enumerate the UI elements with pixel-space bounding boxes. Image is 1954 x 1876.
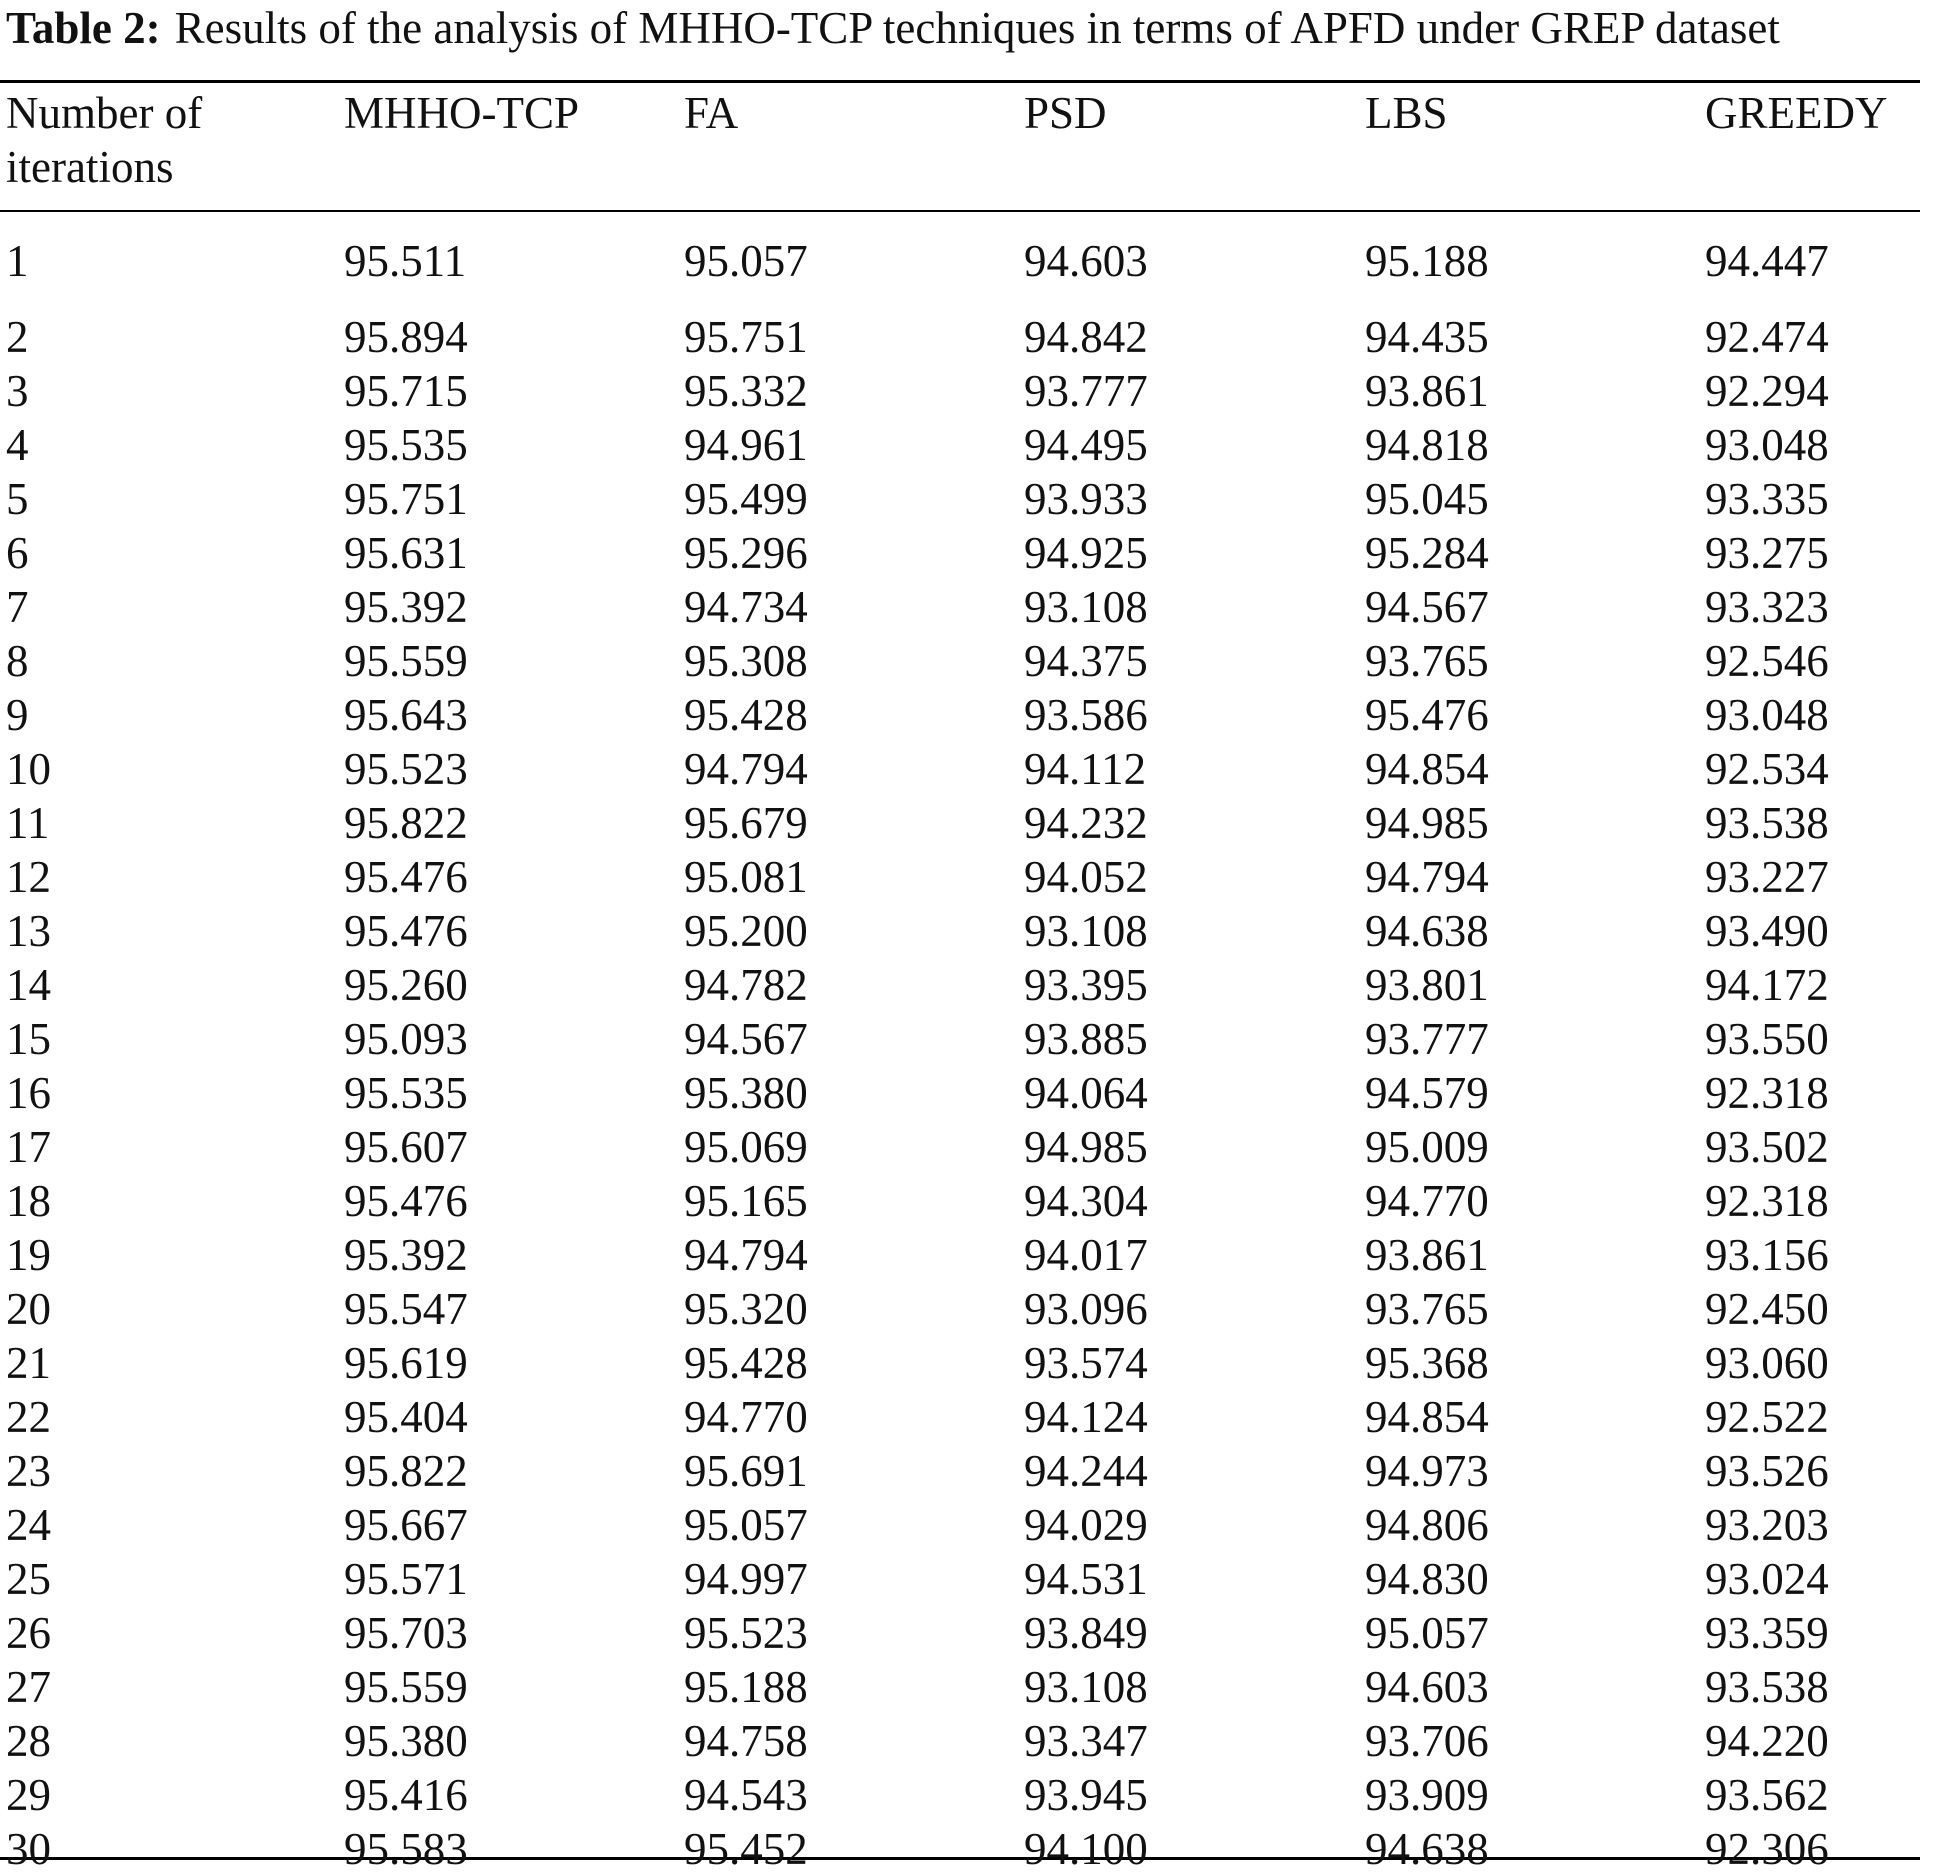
lbs-cell: 94.794 — [1365, 852, 1489, 902]
iteration-cell: 11 — [6, 798, 50, 848]
table-row — [0, 1282, 1954, 1336]
fa-cell: 95.308 — [684, 636, 808, 686]
greedy-cell: 93.502 — [1705, 1122, 1829, 1172]
greedy-cell: 93.490 — [1705, 906, 1829, 956]
psd-cell: 94.064 — [1024, 1068, 1148, 1118]
iteration-cell: 19 — [6, 1230, 51, 1280]
lbs-cell: 94.603 — [1365, 1662, 1489, 1712]
iteration-cell: 10 — [6, 744, 51, 794]
greedy-cell: 92.534 — [1705, 744, 1829, 794]
fa-cell: 95.452 — [684, 1824, 808, 1874]
greedy-cell: 93.323 — [1705, 582, 1829, 632]
fa-cell: 95.691 — [684, 1446, 808, 1496]
fa-cell: 95.296 — [684, 528, 808, 578]
greedy-cell: 92.546 — [1705, 636, 1829, 686]
table-row — [0, 1552, 1954, 1606]
mhho-tcp-cell: 95.476 — [344, 852, 468, 902]
fa-cell: 95.057 — [684, 236, 808, 286]
mhho-tcp-cell: 95.392 — [344, 1230, 468, 1280]
iteration-cell: 5 — [6, 474, 29, 524]
table-row — [0, 364, 1954, 418]
iteration-cell: 8 — [6, 636, 29, 686]
fa-cell: 95.188 — [684, 1662, 808, 1712]
greedy-cell: 93.538 — [1705, 1662, 1829, 1712]
psd-cell: 94.232 — [1024, 798, 1148, 848]
greedy-cell: 93.275 — [1705, 528, 1829, 578]
psd-cell: 94.124 — [1024, 1392, 1148, 1442]
iteration-cell: 3 — [6, 366, 29, 416]
psd-cell: 93.945 — [1024, 1770, 1148, 1820]
mhho-tcp-cell: 95.822 — [344, 1446, 468, 1496]
table-row — [0, 1768, 1954, 1822]
iteration-cell: 4 — [6, 420, 29, 470]
mhho-tcp-cell: 95.894 — [344, 312, 468, 362]
greedy-cell: 94.447 — [1705, 236, 1829, 286]
fa-cell: 95.499 — [684, 474, 808, 524]
psd-cell: 94.495 — [1024, 420, 1148, 470]
greedy-cell: 92.450 — [1705, 1284, 1829, 1334]
mhho-tcp-cell: 95.703 — [344, 1608, 468, 1658]
fa-cell: 95.523 — [684, 1608, 808, 1658]
mhho-tcp-cell: 95.619 — [344, 1338, 468, 1388]
mhho-tcp-cell: 95.643 — [344, 690, 468, 740]
table-row — [0, 1336, 1954, 1390]
greedy-cell: 93.060 — [1705, 1338, 1829, 1388]
lbs-cell: 94.567 — [1365, 582, 1489, 632]
psd-cell: 93.347 — [1024, 1716, 1148, 1766]
greedy-cell: 93.227 — [1705, 852, 1829, 902]
fa-cell: 94.543 — [684, 1770, 808, 1820]
psd-cell: 93.096 — [1024, 1284, 1148, 1334]
greedy-cell: 93.335 — [1705, 474, 1829, 524]
table-row — [0, 526, 1954, 580]
psd-cell: 93.395 — [1024, 960, 1148, 1010]
greedy-cell: 93.203 — [1705, 1500, 1829, 1550]
table-row — [0, 418, 1954, 472]
iteration-cell: 24 — [6, 1500, 51, 1550]
lbs-cell: 94.638 — [1365, 1824, 1489, 1874]
lbs-cell: 93.861 — [1365, 366, 1489, 416]
table-row — [0, 688, 1954, 742]
greedy-cell: 94.220 — [1705, 1716, 1829, 1766]
greedy-cell: 92.294 — [1705, 366, 1829, 416]
psd-cell: 94.925 — [1024, 528, 1148, 578]
psd-cell: 93.777 — [1024, 366, 1148, 416]
mhho-tcp-cell: 95.571 — [344, 1554, 468, 1604]
psd-cell: 94.531 — [1024, 1554, 1148, 1604]
psd-cell: 94.052 — [1024, 852, 1148, 902]
table-row — [0, 1390, 1954, 1444]
psd-cell: 93.108 — [1024, 1662, 1148, 1712]
fa-cell: 95.320 — [684, 1284, 808, 1334]
fa-cell: 94.997 — [684, 1554, 808, 1604]
fa-cell: 94.770 — [684, 1392, 808, 1442]
column-header-greedy: GREEDY — [1705, 88, 1888, 138]
greedy-cell: 93.048 — [1705, 690, 1829, 740]
lbs-cell: 95.045 — [1365, 474, 1489, 524]
mhho-tcp-cell: 95.380 — [344, 1716, 468, 1766]
lbs-cell: 95.476 — [1365, 690, 1489, 740]
psd-cell: 93.108 — [1024, 582, 1148, 632]
fa-cell: 95.428 — [684, 1338, 808, 1388]
iteration-cell: 22 — [6, 1392, 51, 1442]
greedy-cell: 93.526 — [1705, 1446, 1829, 1496]
fa-cell: 94.758 — [684, 1716, 808, 1766]
greedy-cell: 92.318 — [1705, 1176, 1829, 1226]
iteration-cell: 30 — [6, 1824, 51, 1874]
mhho-tcp-cell: 95.535 — [344, 1068, 468, 1118]
lbs-cell: 95.188 — [1365, 236, 1489, 286]
table-row — [0, 1660, 1954, 1714]
iteration-cell: 25 — [6, 1554, 51, 1604]
lbs-cell: 94.854 — [1365, 744, 1489, 794]
psd-cell: 94.017 — [1024, 1230, 1148, 1280]
mhho-tcp-cell: 95.607 — [344, 1122, 468, 1172]
table-row — [0, 1606, 1954, 1660]
iteration-cell: 27 — [6, 1662, 51, 1712]
fa-cell: 95.081 — [684, 852, 808, 902]
table-row — [0, 850, 1954, 904]
mhho-tcp-cell: 95.535 — [344, 420, 468, 470]
iteration-cell: 2 — [6, 312, 29, 362]
lbs-cell: 94.770 — [1365, 1176, 1489, 1226]
table-row — [0, 580, 1954, 634]
table-row — [0, 1012, 1954, 1066]
fa-cell: 95.057 — [684, 1500, 808, 1550]
table-row — [0, 1228, 1954, 1282]
psd-cell: 93.933 — [1024, 474, 1148, 524]
psd-cell: 94.029 — [1024, 1500, 1148, 1550]
mhho-tcp-cell: 95.559 — [344, 1662, 468, 1712]
mhho-tcp-cell: 95.511 — [344, 236, 467, 286]
lbs-cell: 93.765 — [1365, 636, 1489, 686]
fa-cell: 95.332 — [684, 366, 808, 416]
table-row — [0, 1822, 1954, 1876]
psd-cell: 94.985 — [1024, 1122, 1148, 1172]
lbs-cell: 95.368 — [1365, 1338, 1489, 1388]
greedy-cell: 92.474 — [1705, 312, 1829, 362]
fa-cell: 95.751 — [684, 312, 808, 362]
lbs-cell: 93.777 — [1365, 1014, 1489, 1064]
psd-cell: 94.244 — [1024, 1446, 1148, 1496]
mhho-tcp-cell: 95.715 — [344, 366, 468, 416]
table-row — [0, 796, 1954, 850]
lbs-cell: 94.638 — [1365, 906, 1489, 956]
psd-cell: 93.108 — [1024, 906, 1148, 956]
table-row — [0, 634, 1954, 688]
iteration-cell: 1 — [6, 236, 29, 286]
table-row — [0, 1174, 1954, 1228]
lbs-cell: 93.861 — [1365, 1230, 1489, 1280]
mhho-tcp-cell: 95.667 — [344, 1500, 468, 1550]
mhho-tcp-cell: 95.822 — [344, 798, 468, 848]
lbs-cell: 95.284 — [1365, 528, 1489, 578]
table-row — [0, 1120, 1954, 1174]
iteration-cell: 16 — [6, 1068, 51, 1118]
column-header-lbs: LBS — [1365, 88, 1448, 138]
fa-cell: 95.679 — [684, 798, 808, 848]
mhho-tcp-cell: 95.559 — [344, 636, 468, 686]
psd-cell: 94.375 — [1024, 636, 1148, 686]
greedy-cell: 93.048 — [1705, 420, 1829, 470]
table-row — [0, 472, 1954, 526]
mhho-tcp-cell: 95.392 — [344, 582, 468, 632]
iteration-cell: 12 — [6, 852, 51, 902]
iteration-cell: 6 — [6, 528, 29, 578]
greedy-cell: 92.306 — [1705, 1824, 1829, 1874]
greedy-cell: 93.538 — [1705, 798, 1829, 848]
mhho-tcp-cell: 95.404 — [344, 1392, 468, 1442]
mhho-tcp-cell: 95.583 — [344, 1824, 468, 1874]
lbs-cell: 93.909 — [1365, 1770, 1489, 1820]
iteration-cell: 28 — [6, 1716, 51, 1766]
lbs-cell: 94.985 — [1365, 798, 1489, 848]
fa-cell: 94.794 — [684, 1230, 808, 1280]
mhho-tcp-cell: 95.751 — [344, 474, 468, 524]
lbs-cell: 93.801 — [1365, 960, 1489, 1010]
psd-cell: 93.885 — [1024, 1014, 1148, 1064]
table-row — [0, 742, 1954, 796]
greedy-cell: 92.318 — [1705, 1068, 1829, 1118]
mhho-tcp-cell: 95.476 — [344, 906, 468, 956]
greedy-cell: 94.172 — [1705, 960, 1829, 1010]
lbs-cell: 93.765 — [1365, 1284, 1489, 1334]
fa-cell: 94.782 — [684, 960, 808, 1010]
mhho-tcp-cell: 95.260 — [344, 960, 468, 1010]
iteration-cell: 21 — [6, 1338, 51, 1388]
table-caption-label: Table 2: — [6, 3, 161, 53]
fa-cell: 95.165 — [684, 1176, 808, 1226]
table-row — [0, 1444, 1954, 1498]
iteration-cell: 14 — [6, 960, 51, 1010]
iteration-cell: 15 — [6, 1014, 51, 1064]
table-row — [0, 310, 1954, 364]
psd-cell: 94.304 — [1024, 1176, 1148, 1226]
psd-cell: 93.586 — [1024, 690, 1148, 740]
table-body — [0, 212, 1954, 1876]
iteration-cell: 29 — [6, 1770, 51, 1820]
greedy-cell: 93.024 — [1705, 1554, 1829, 1604]
iteration-cell: 23 — [6, 1446, 51, 1496]
fa-cell: 95.200 — [684, 906, 808, 956]
lbs-cell: 95.057 — [1365, 1608, 1489, 1658]
table-row — [0, 1066, 1954, 1120]
lbs-cell: 94.435 — [1365, 312, 1489, 362]
fa-cell: 95.069 — [684, 1122, 808, 1172]
iteration-cell: 7 — [6, 582, 29, 632]
fa-cell: 95.428 — [684, 690, 808, 740]
iteration-cell: 17 — [6, 1122, 51, 1172]
iteration-cell: 26 — [6, 1608, 51, 1658]
greedy-cell: 93.550 — [1705, 1014, 1829, 1064]
table-row — [0, 904, 1954, 958]
table-row — [0, 958, 1954, 1012]
fa-cell: 94.567 — [684, 1014, 808, 1064]
psd-cell: 94.100 — [1024, 1824, 1148, 1874]
mhho-tcp-cell: 95.093 — [344, 1014, 468, 1064]
fa-cell: 94.794 — [684, 744, 808, 794]
mhho-tcp-cell: 95.523 — [344, 744, 468, 794]
table-row — [0, 1714, 1954, 1768]
iteration-cell: 13 — [6, 906, 51, 956]
psd-cell: 93.849 — [1024, 1608, 1148, 1658]
column-header-fa: FA — [684, 88, 739, 138]
mhho-tcp-cell: 95.631 — [344, 528, 468, 578]
psd-cell: 93.574 — [1024, 1338, 1148, 1388]
mhho-tcp-cell: 95.547 — [344, 1284, 468, 1334]
lbs-cell: 94.806 — [1365, 1500, 1489, 1550]
lbs-cell: 94.579 — [1365, 1068, 1489, 1118]
table-row — [0, 1498, 1954, 1552]
column-header-iterations: Number of iterations — [6, 88, 203, 192]
lbs-cell: 94.830 — [1365, 1554, 1489, 1604]
fa-cell: 94.734 — [684, 582, 808, 632]
psd-cell: 94.842 — [1024, 312, 1148, 362]
column-header-mhho-tcp: MHHO-TCP — [344, 88, 580, 138]
greedy-cell: 93.156 — [1705, 1230, 1829, 1280]
table-caption-text: Results of the analysis of MHHO-TCP techniques in terms of APFD under GREP dataset — [174, 3, 1780, 53]
column-header-psd: PSD — [1024, 88, 1107, 138]
mhho-tcp-cell: 95.416 — [344, 1770, 468, 1820]
fa-cell: 94.961 — [684, 420, 808, 470]
greedy-cell: 93.359 — [1705, 1608, 1829, 1658]
psd-cell: 94.112 — [1024, 744, 1147, 794]
iteration-cell: 20 — [6, 1284, 51, 1334]
greedy-cell: 93.562 — [1705, 1770, 1829, 1820]
table-header-row — [0, 0, 1954, 212]
lbs-cell: 93.706 — [1365, 1716, 1489, 1766]
lbs-cell: 95.009 — [1365, 1122, 1489, 1172]
fa-cell: 95.380 — [684, 1068, 808, 1118]
psd-cell: 94.603 — [1024, 236, 1148, 286]
iteration-cell: 9 — [6, 690, 29, 740]
lbs-cell: 94.818 — [1365, 420, 1489, 470]
mhho-tcp-cell: 95.476 — [344, 1176, 468, 1226]
iteration-cell: 18 — [6, 1176, 51, 1226]
lbs-cell: 94.973 — [1365, 1446, 1489, 1496]
table-row — [0, 212, 1954, 310]
lbs-cell: 94.854 — [1365, 1392, 1489, 1442]
greedy-cell: 92.522 — [1705, 1392, 1829, 1442]
